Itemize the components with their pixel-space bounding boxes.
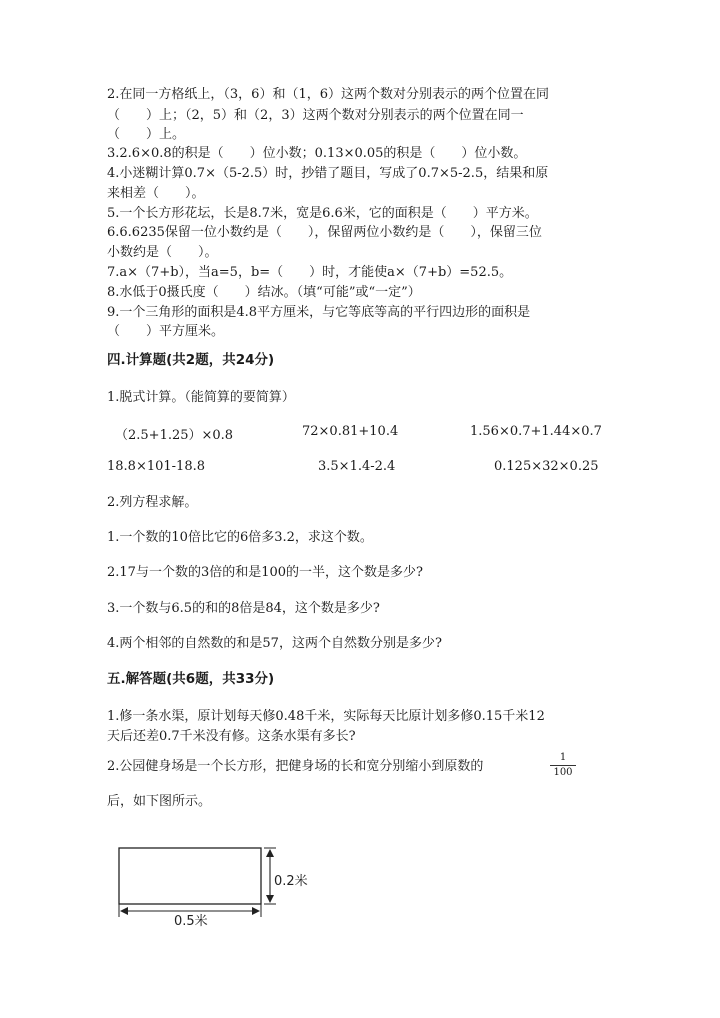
equation-instruction: 2.列方程求解。: [107, 495, 198, 510]
fill-line: （ ）平方厘米。: [107, 324, 225, 339]
fill-line: 4.小迷糊计算0.7×（5-2.5）时，抄错了题目，写成了0.7×5-2.5，结果和原: [107, 166, 549, 181]
fill-line: 8.水低于0摄氏度（ ）结冰。（填“可能”或“一定”）: [107, 285, 421, 300]
problem-text: 后，如下图所示。: [107, 794, 212, 809]
calc-expression: 3.5×1.4-2.4: [318, 459, 396, 474]
calc-expression: 0.125×32×0.25: [494, 459, 599, 474]
fill-line: 9.一个三角形的面积是4.8平方厘米，与它等底等高的平行四边形的面积是: [107, 305, 531, 320]
equation-item: 2.17与一个数的3倍的和是100的一半，这个数是多少?: [107, 565, 423, 580]
calc-expression: （2.5+1.25）×0.8: [115, 428, 234, 443]
fill-line: 小数约是（ ）。: [107, 245, 218, 260]
equation-item: 4.两个相邻的自然数的和是57，这两个自然数分别是多少?: [107, 636, 442, 651]
fraction-denominator: 100: [553, 767, 573, 778]
height-label: 0.2米: [274, 874, 308, 889]
fill-line: （ ）上。: [107, 127, 186, 142]
fraction-numerator: 1: [559, 752, 567, 763]
problem-text: 天后还差0.7千米没有修。这条水渠有多长?: [107, 729, 356, 744]
section4-heading: 四.计算题(共2题，共24分): [107, 352, 275, 368]
fill-line: 5.一个长方形花坛，长是8.7米，宽是6.6米，它的面积是（ ）平方米。: [107, 206, 538, 221]
equation-item: 1.一个数的10倍比它的6倍多3.2，求这个数。: [107, 530, 373, 545]
width-label: 0.5米: [174, 914, 208, 929]
problem-text: 1.修一条水渠，原计划每天修0.48千米，实际每天比原计划多修0.15千米12: [107, 709, 545, 724]
section5-heading: 五.解答题(共6题，共33分): [107, 671, 275, 687]
problem-text: 2.公园健身场是一个长方形，把健身场的长和宽分别缩小到原数的: [107, 759, 484, 774]
equation-item: 3.一个数与6.5的和的8倍是84，这个数是多少?: [107, 601, 380, 616]
fill-line: 3.2.6×0.8的积是（ ）位小数；0.13×0.05的积是（ ）位小数。: [107, 146, 527, 161]
calc-instruction: 1.脱式计算。（能简算的要简算）: [107, 390, 295, 405]
calc-expression: 1.56×0.7+1.44×0.7: [470, 424, 602, 439]
fill-line: （ ）上；（2，5）和（2，3）这两个数对分别表示的两个位置在同一: [107, 108, 524, 123]
fill-line: 6.6.6235保留一位小数约是（ ），保留两位小数约是（ ），保留三位: [107, 225, 542, 240]
calc-expression: 72×0.81+10.4: [302, 424, 399, 439]
fill-line: 2.在同一方格纸上，（3，6）和（1，6）这两个数对分别表示的两个位置在同: [107, 87, 549, 102]
fill-line: 来相差（ ）。: [107, 186, 205, 201]
fill-line: 7.a×（7+b），当a=5，b=（ ）时，才能使a×（7+b）=52.5。: [107, 265, 513, 280]
calc-expression: 18.8×101-18.8: [107, 459, 205, 474]
field-rectangle: [119, 848, 261, 904]
